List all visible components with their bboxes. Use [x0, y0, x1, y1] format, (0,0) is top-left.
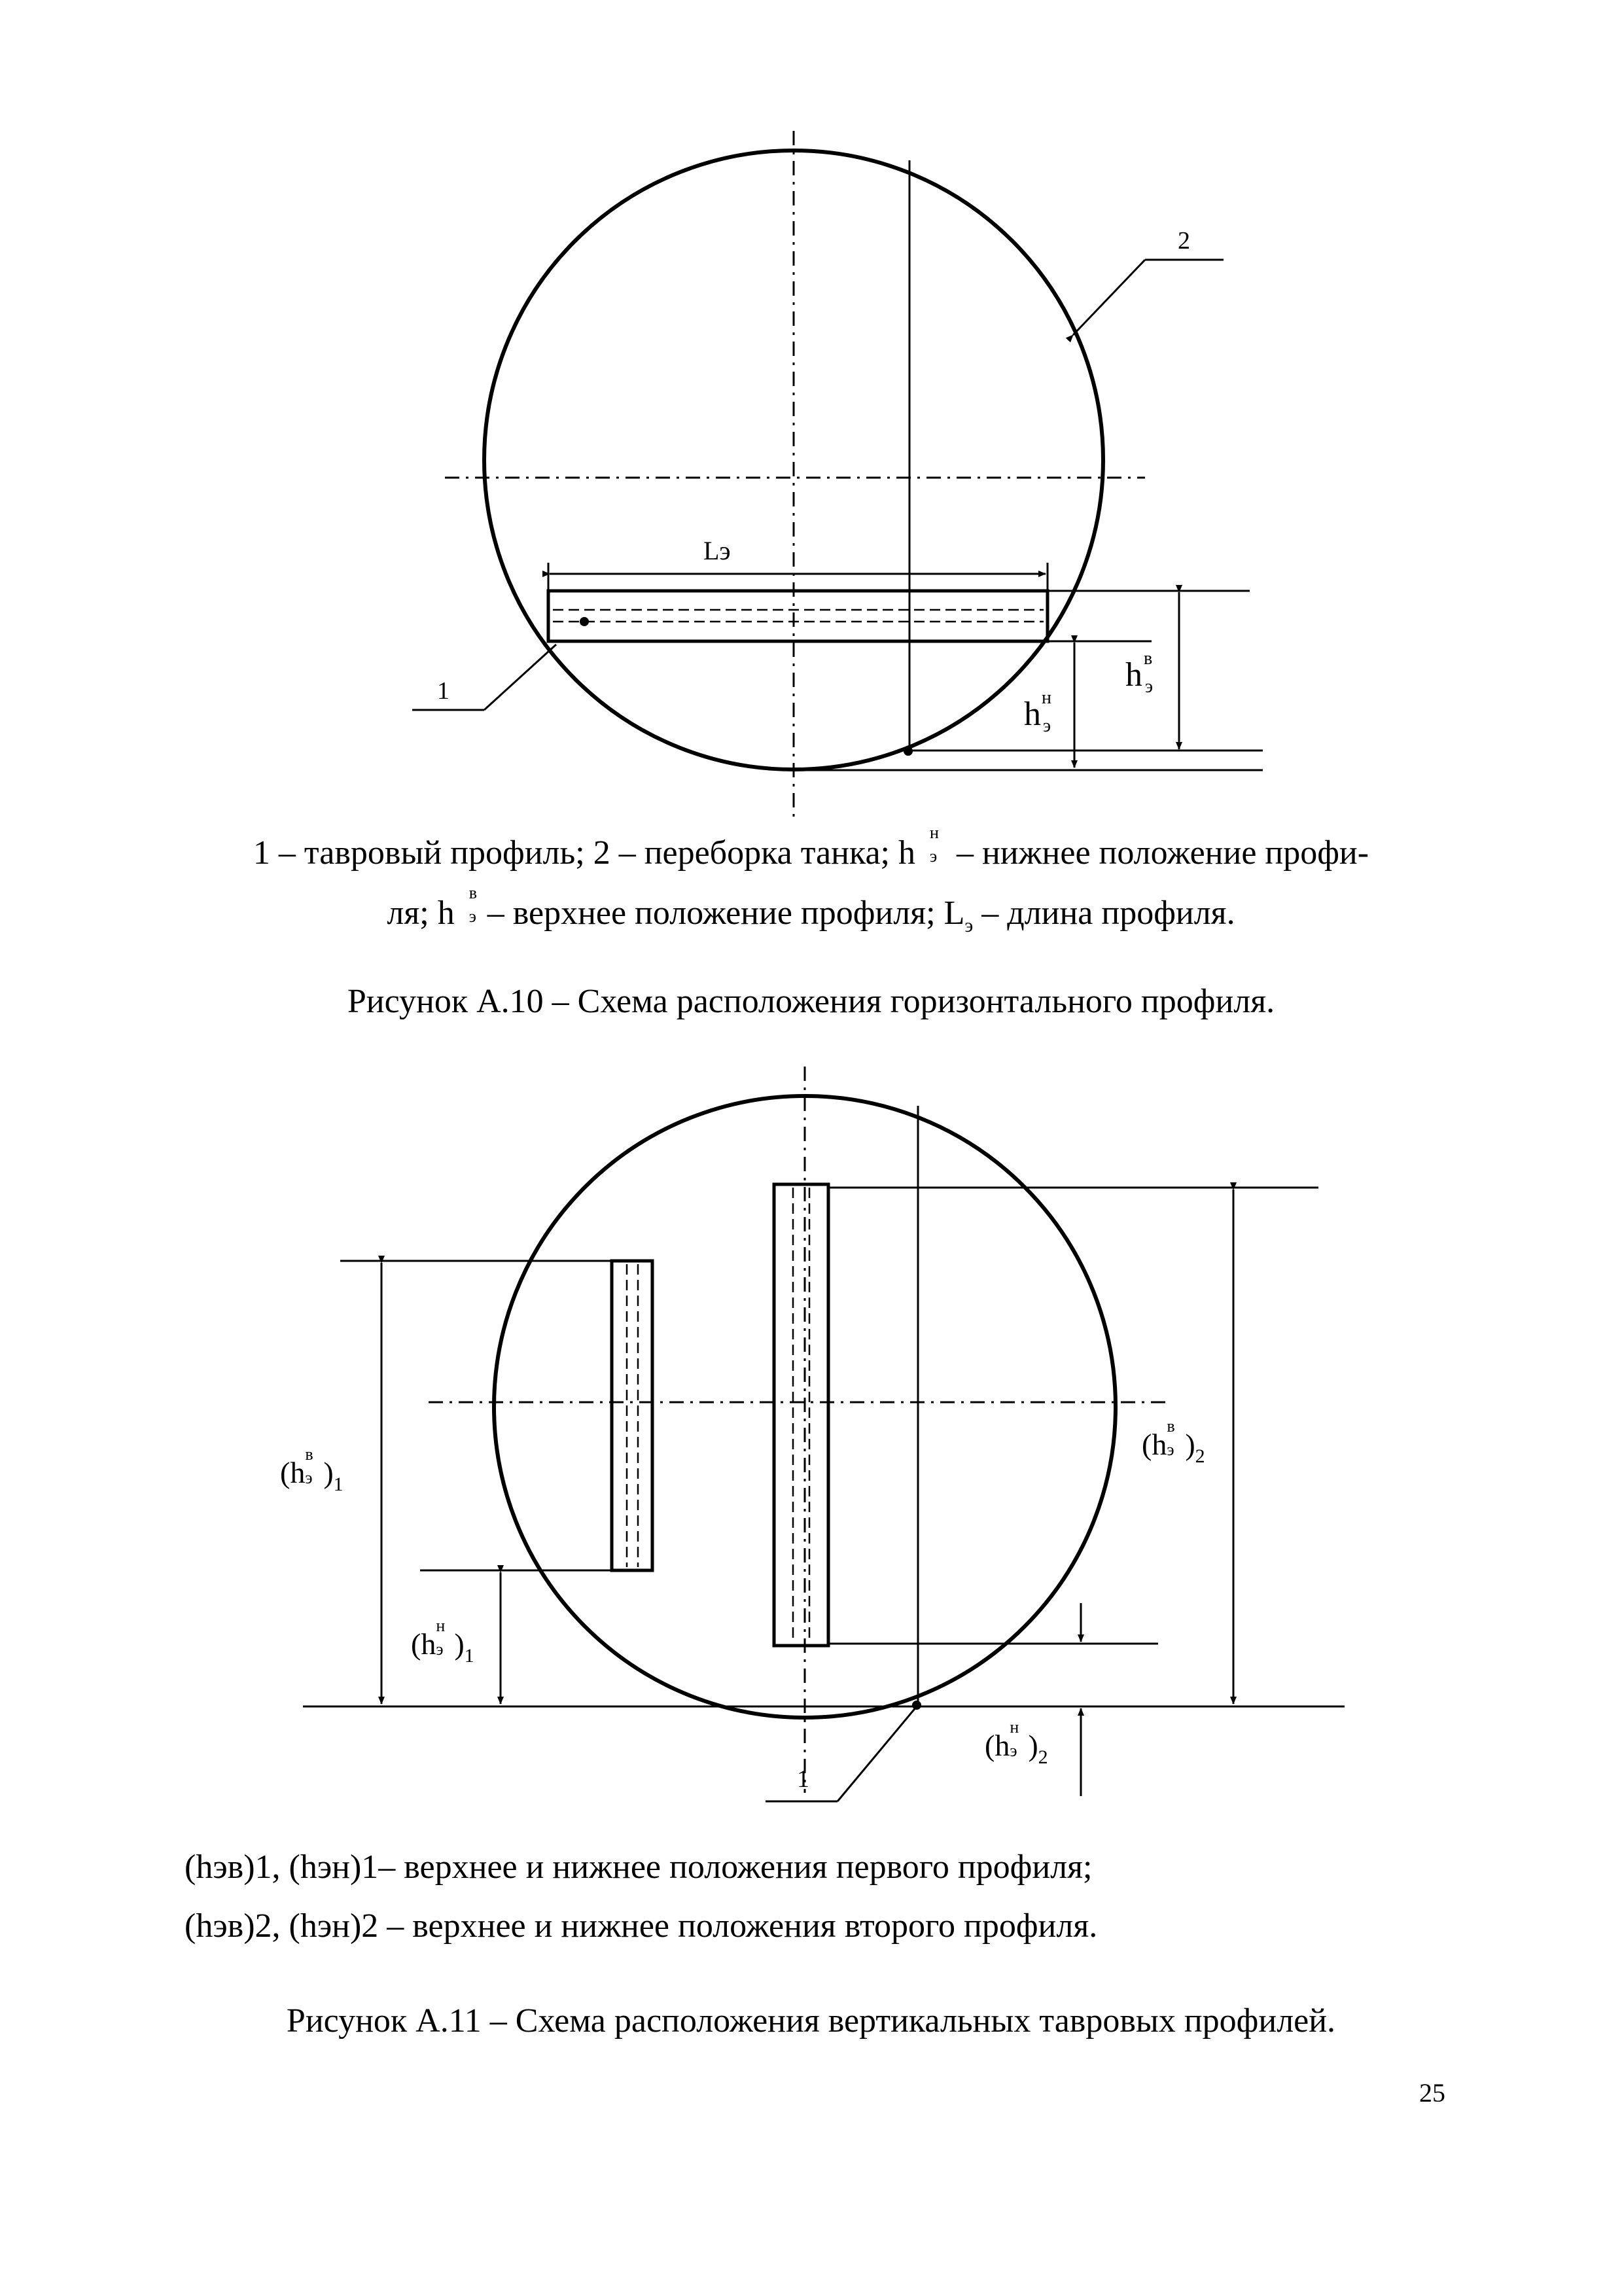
upper-label: h: [1125, 656, 1142, 694]
callout-2-label: 2: [1178, 227, 1190, 255]
label-hn1: (h н э )$_1$: [411, 1616, 474, 1667]
label-hn2: (h н э )$_2$: [985, 1718, 1048, 1768]
legend-a11-line1: (hэв)1, (hэн)1– верхнее и нижнее положения первого профиля;: [185, 1848, 1093, 1886]
profile-point: [580, 617, 589, 626]
upper-label-sup: в: [1144, 648, 1153, 669]
upper-label-sub: э: [1145, 677, 1154, 697]
callout-1-label: 1: [437, 677, 450, 705]
label-hv1: (h в э )$_1$: [280, 1445, 344, 1495]
figure-a10-diagram: [0, 0, 1622, 851]
bulkhead-circle: [494, 1096, 1116, 1718]
lower-label-sup: н: [1042, 688, 1051, 708]
callout-1-label: 1: [797, 1765, 809, 1793]
legend-a11-line2: (hэв)2, (hэн)2 – верхнее и нижнее положения второго профиля.: [185, 1907, 1098, 1945]
vertical-profile-1: [612, 1261, 652, 1570]
vertical-profile-2: [774, 1184, 828, 1646]
lower-label-sub: э: [1043, 716, 1051, 736]
legend-a10-line1: 1 – тавровый профиль; 2 – переборка танка; h н э – нижнее положение профи-: [253, 823, 1369, 872]
caption-a10: Рисунок А.10 – Схема расположения горизонтального профиля.: [347, 983, 1275, 1020]
legend-a10-line2: ля; h в э – верхнее положение профиля; $L_э$ – длина профиля.: [387, 883, 1235, 936]
label-hv2: (h в э )$_2$: [1142, 1417, 1205, 1467]
length-label: Lэ: [703, 536, 731, 565]
page-number: 25: [1419, 2078, 1445, 2108]
lower-label: h: [1024, 696, 1041, 733]
contact-point: [912, 1701, 921, 1710]
caption-a11: Рисунок А.11 – Схема расположения вертикальных тавровых профилей.: [286, 2002, 1336, 2040]
horizontal-profile: [548, 591, 1048, 641]
